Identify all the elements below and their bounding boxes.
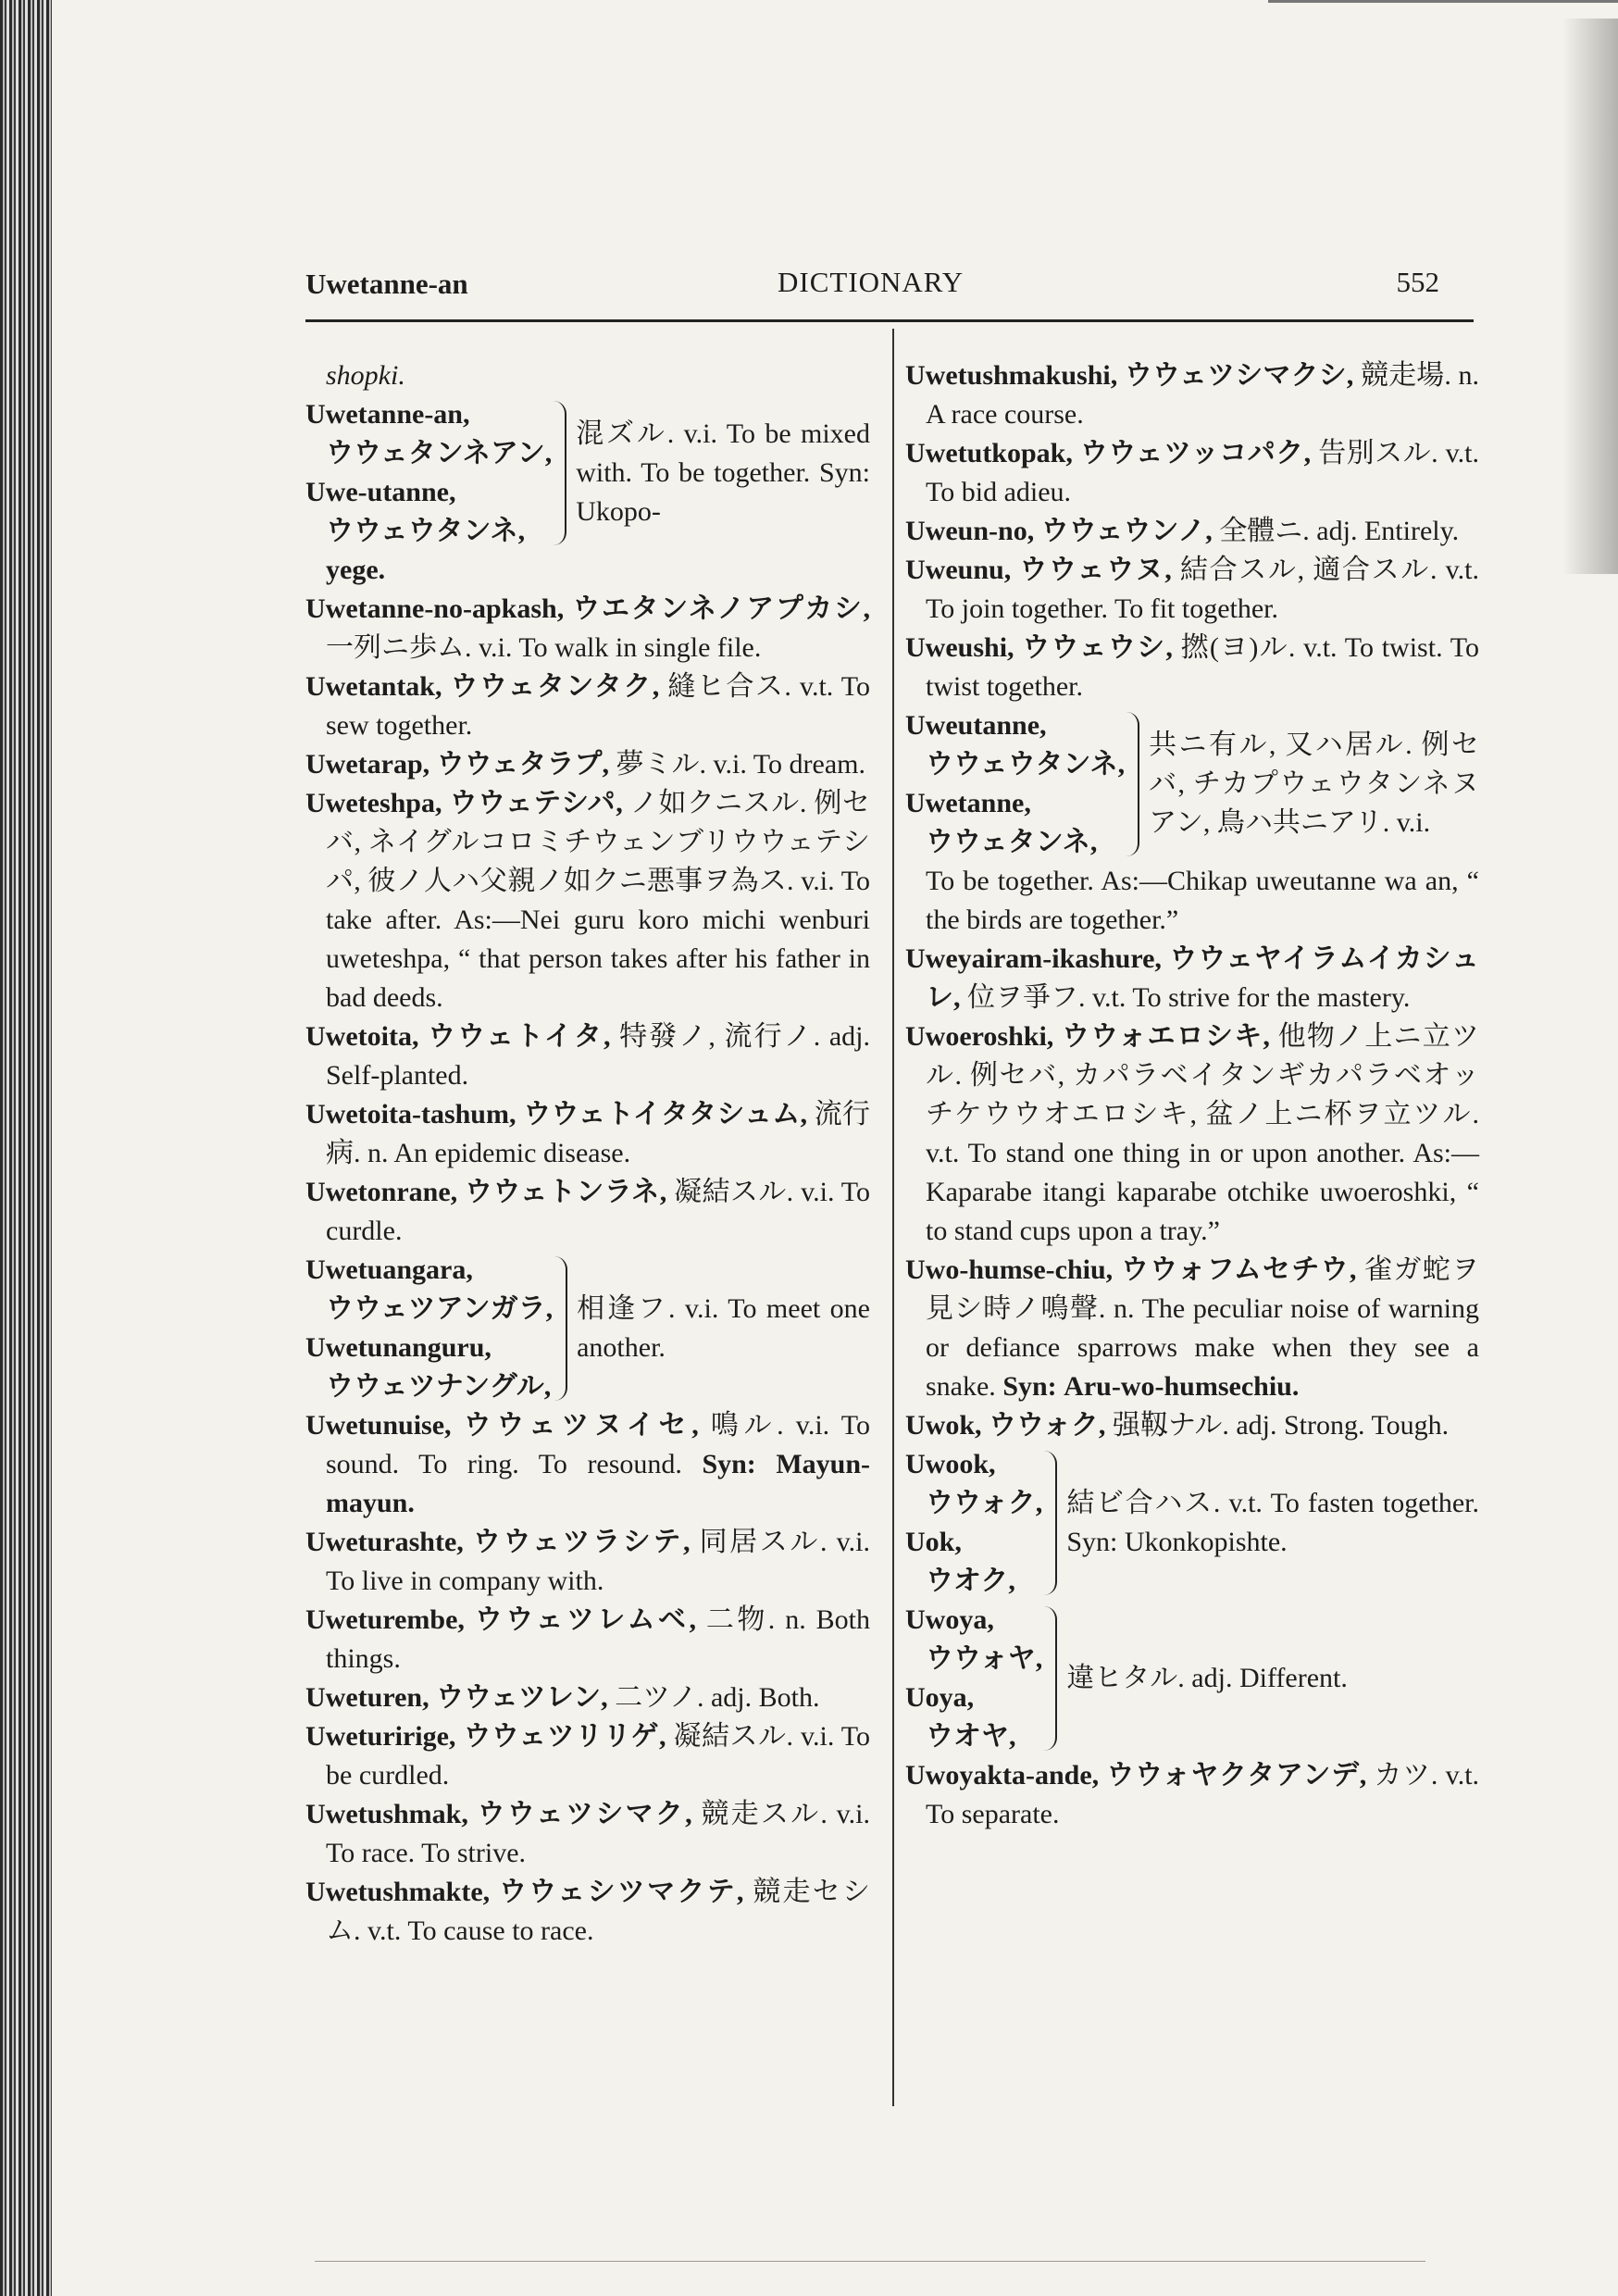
headword: Uweutanne, (905, 710, 1047, 741)
definition: 特發ノ, 流行ノ. adj. Self-planted. (326, 1021, 871, 1091)
headword: Uweturirige, (305, 1721, 456, 1752)
headword: Uweunu, (905, 555, 1012, 585)
brace (1044, 1606, 1057, 1751)
dictionary-entry (305, 1523, 870, 1601)
headword: Uweturembe, (305, 1604, 465, 1635)
top-margin-line (1268, 0, 1618, 3)
definition: 競走場. n. A race course. (926, 360, 1479, 430)
header-title: DICTIONARY (778, 266, 965, 298)
definition: ノ如クニスル. 例セバ, ネイグルコロミチウェンブリウウェテシパ, 彼ノ人ハ父親ノ如クニ悪事ヲ為ス. v.i. To take after. As:—Nei guru koro michi wenburi uweteshpa, “ that person takes after his father in bad deeds. (326, 788, 871, 1013)
dictionary-entry (305, 668, 870, 745)
header-rule (305, 319, 1474, 322)
dictionary-entry (905, 629, 1479, 706)
headword-kana: ウウェヤイラムイカシュレ, (926, 943, 1480, 1013)
grouped-entry (905, 1445, 1479, 1601)
left-column (305, 356, 870, 1951)
page-edge-shadow (1562, 19, 1618, 574)
headword: Uwoeroshki, (905, 1021, 1054, 1052)
headword: Uweturashte, (305, 1527, 464, 1557)
definition: 告別スル. v.t. To bid adieu. (926, 438, 1480, 507)
headword: Uwe-utanne, (305, 477, 456, 507)
headword-kana: ウウォエロシキ, (1062, 1021, 1270, 1052)
headword-kana: ウウェウヌ, (1019, 555, 1172, 585)
dictionary-entry (905, 1406, 1479, 1445)
headword: Uwetantak, (305, 671, 442, 702)
dictionary-entry (905, 1251, 1479, 1406)
headword-kana: ウウェウタンネ, (926, 749, 1126, 780)
definition: 混ズル. v.i. To be mixed with. To be together. Syn: Ukopo- (576, 418, 870, 527)
headword-kana: ウウェトイタタシュム, (523, 1099, 807, 1129)
headword: Uwok, (905, 1410, 982, 1441)
definition: 共ニ有ル, 又ハ居ル. 例セバ, チカプウェウタンネヌアン, 鳥ハ共ニアリ. v.i. (1149, 730, 1479, 838)
definition: 雀ガ蛇ヲ見シ時ノ鳴聲. n. The peculiar noise of warning or defiance sparrows make when they see a snake. (926, 1254, 1480, 1402)
definition: 强靱ナル. adj. Strong. Tough. (1112, 1410, 1450, 1441)
synonym: Aru-wo-humsechiu. (1064, 1371, 1300, 1402)
continued-text: shopki. (326, 360, 405, 391)
dictionary-entry (305, 1017, 870, 1095)
dictionary-entry (305, 745, 870, 784)
definition: 夢ミル. v.i. To dream. (616, 749, 865, 780)
definition: 二ツノ. adj. Both. (615, 1682, 820, 1713)
definition-continued: To be together. As:—Chikap uweutanne wa an, “ the birds are together.” (926, 866, 1479, 935)
synonym: Mayun-mayun. (326, 1449, 870, 1518)
brace (554, 401, 566, 545)
definition: 流行病. n. An epidemic disease. (326, 1099, 871, 1168)
definition: 撚(ヨ)ル. v.t. To twist. To twist together. (926, 632, 1480, 702)
definition: 競走セシム. v.t. To cause to race. (326, 1877, 871, 1946)
dictionary-entry (305, 1873, 870, 1951)
definition: 一列ニ歩ム. v.i. To walk in single file. (326, 632, 762, 663)
headword: Uwetoita-tashum, (305, 1099, 517, 1129)
grouped-entry (305, 1251, 870, 1406)
headword: Uwetonrane, (305, 1177, 458, 1207)
dictionary-entry (905, 1756, 1479, 1834)
headword-kana: ウオク, (926, 1566, 1015, 1596)
header-guide-word: Uwetanne-an (305, 268, 468, 300)
headword-kana: ウウェタンネ, (926, 827, 1098, 857)
headword: Uwetanne, (905, 788, 1031, 818)
headword: Uwetushmakte, (305, 1877, 491, 1907)
headword: Uwoyakta-ande, (905, 1760, 1100, 1791)
headword-kana: ウウェツアンガラ, (326, 1293, 554, 1324)
headword-kana: ウウェツラシテ, (472, 1527, 691, 1557)
definition: 結合スル, 適合スル. v.t. To join together. To fit together. (926, 555, 1480, 624)
definition: 二物. n. Both things. (326, 1604, 870, 1674)
headword: Uweturen, (305, 1682, 429, 1713)
page-number: 552 (1396, 266, 1439, 298)
dictionary-entry (905, 434, 1479, 512)
dictionary-entry (305, 1678, 870, 1717)
headword-kana: ウウェウタンネ, (326, 516, 526, 546)
headword-kana: ウウェツシマクシ, (1124, 360, 1354, 391)
headword: Uwetunuise, (305, 1410, 452, 1441)
dictionary-entry (305, 1795, 870, 1873)
dictionary-entry (905, 356, 1479, 434)
column-divider (892, 329, 894, 2106)
definition: 全體ニ. adj. Entirely. (1219, 516, 1460, 546)
definition: 同居スル. v.i. To live in company with. (326, 1527, 870, 1596)
headword-kana: ウウォヤ, (926, 1643, 1043, 1674)
definition: 競走スル. v.i. To race. To strive. (326, 1799, 871, 1868)
headword-kana: ウオヤ, (926, 1721, 1016, 1752)
headword-kana: ウウェトイタ, (428, 1021, 611, 1052)
definition: 凝結スル. v.i. To curdle. (326, 1177, 871, 1246)
dictionary-entry (305, 590, 870, 668)
headword: Uwetuangara, (305, 1254, 473, 1285)
definition-continued: yege. (326, 555, 386, 585)
headword: Uweun-no, (905, 516, 1035, 546)
grouped-entry (905, 1601, 1479, 1756)
definition: 相逢フ. v.i. To meet one another. (577, 1293, 870, 1363)
dictionary-entry (905, 1017, 1479, 1251)
dictionary-entry (305, 1173, 870, 1251)
brace (1126, 712, 1139, 856)
headword-kana: ウウェシツマクテ, (498, 1877, 744, 1907)
headword: Uoya, (905, 1682, 975, 1713)
headword: Uwetutkopak, (905, 438, 1073, 468)
headword-kana: ウウェツレムベ, (474, 1604, 696, 1635)
headword-kana: ウウェタラプ, (436, 749, 609, 780)
headword-kana: ウウェウシ, (1022, 632, 1173, 663)
synonym-label: Syn: (1002, 1371, 1057, 1402)
headword-kana: ウウェトンラネ, (465, 1177, 667, 1207)
headword-kana: ウウェツレン, (436, 1682, 608, 1713)
dictionary-entry (905, 512, 1479, 551)
dictionary-entry (905, 551, 1479, 629)
dictionary-entry (305, 1717, 870, 1795)
dictionary-entry (305, 1406, 870, 1523)
dictionary-entry (305, 1601, 870, 1678)
headword: Uwetunanguru, (305, 1332, 492, 1363)
headword-kana: ウウェテシパ, (449, 788, 623, 818)
headword: Uwetanne-an, (305, 399, 470, 430)
headword-kana: ウウェウンノ, (1040, 516, 1213, 546)
dictionary-entry (305, 784, 870, 1017)
headword: Uwook, (905, 1449, 996, 1479)
definition: 他物ノ上ニ立ツル. 例セバ, カパラベイタンギカパラベオッチケウウオエロシキ, 盆ノ上ニ杯ヲ立ツル. v.t. To stand one thing in or upon another. As:—Kaparabe itangi kaparabe otchike uwoeroshki, “ to stand cups upon a tray.” (926, 1021, 1480, 1246)
headword: Uweushi, (905, 632, 1014, 663)
running-header (305, 264, 1439, 308)
headword: Uwetanne-no-apkash, (305, 593, 565, 624)
headword: Uwetoita, (305, 1021, 419, 1052)
headword-kana: ウウェツリリゲ, (463, 1721, 666, 1752)
definition: 位ヲ爭フ. v.t. To strive for the mastery. (967, 982, 1411, 1013)
definition: 鳴ル. v.i. To sound. To ring. To resound. (326, 1410, 871, 1479)
brace (1044, 1451, 1057, 1595)
headword: Uwoya, (905, 1604, 994, 1635)
headword-kana: ウエタンネノアプカシ, (572, 593, 870, 624)
headword-kana: ウウェタンタク, (450, 671, 660, 702)
headword-kana: ウウェツッコパク, (1079, 438, 1312, 468)
definition: 縫ヒ合ス. v.t. To sew together. (326, 671, 871, 741)
headword: Uweyairam-ikashure, (905, 943, 1162, 974)
dictionary-entry (905, 940, 1479, 1017)
headword-kana: ウウォフムセチウ, (1120, 1254, 1357, 1285)
headword-kana: ウウォク, (989, 1410, 1106, 1441)
book-binding-edge (0, 0, 52, 2296)
headword-kana: ウウォヤクタアンデ, (1106, 1760, 1367, 1791)
headword-kana: ウウェツナングル, (326, 1371, 552, 1402)
headword: Uwetushmakushi, (905, 360, 1118, 391)
definition: カツ. v.t. To separate. (926, 1760, 1480, 1829)
synonym-label: Syn: (702, 1449, 756, 1479)
headword: Uwetarap, (305, 749, 430, 780)
headword-kana: ウウェツシマク, (477, 1799, 692, 1829)
brace (554, 1256, 567, 1401)
headword: Uwetushmak, (305, 1799, 468, 1829)
headword-kana: ウウェツヌイセ, (463, 1410, 699, 1441)
headword: Uwo-humse-chiu, (905, 1254, 1114, 1285)
headword-kana: ウウェタンネアン, (326, 438, 553, 468)
headword-kana: ウウォク, (926, 1488, 1043, 1518)
headword: Uweteshpa, (305, 788, 442, 818)
grouped-entry (905, 706, 1479, 862)
bottom-margin-line (315, 2261, 1425, 2262)
headword: Uok, (905, 1527, 962, 1557)
dictionary-entry (305, 1095, 870, 1173)
definition: 違ヒタル. adj. Different. (1066, 1663, 1348, 1693)
definition: 凝結スル. v.i. To be curdled. (326, 1721, 871, 1791)
definition: 結ビ合ハス. v.t. To fasten together. Syn: Ukonkopishte. (1066, 1488, 1479, 1557)
grouped-entry (305, 395, 870, 551)
right-column (905, 356, 1479, 1834)
